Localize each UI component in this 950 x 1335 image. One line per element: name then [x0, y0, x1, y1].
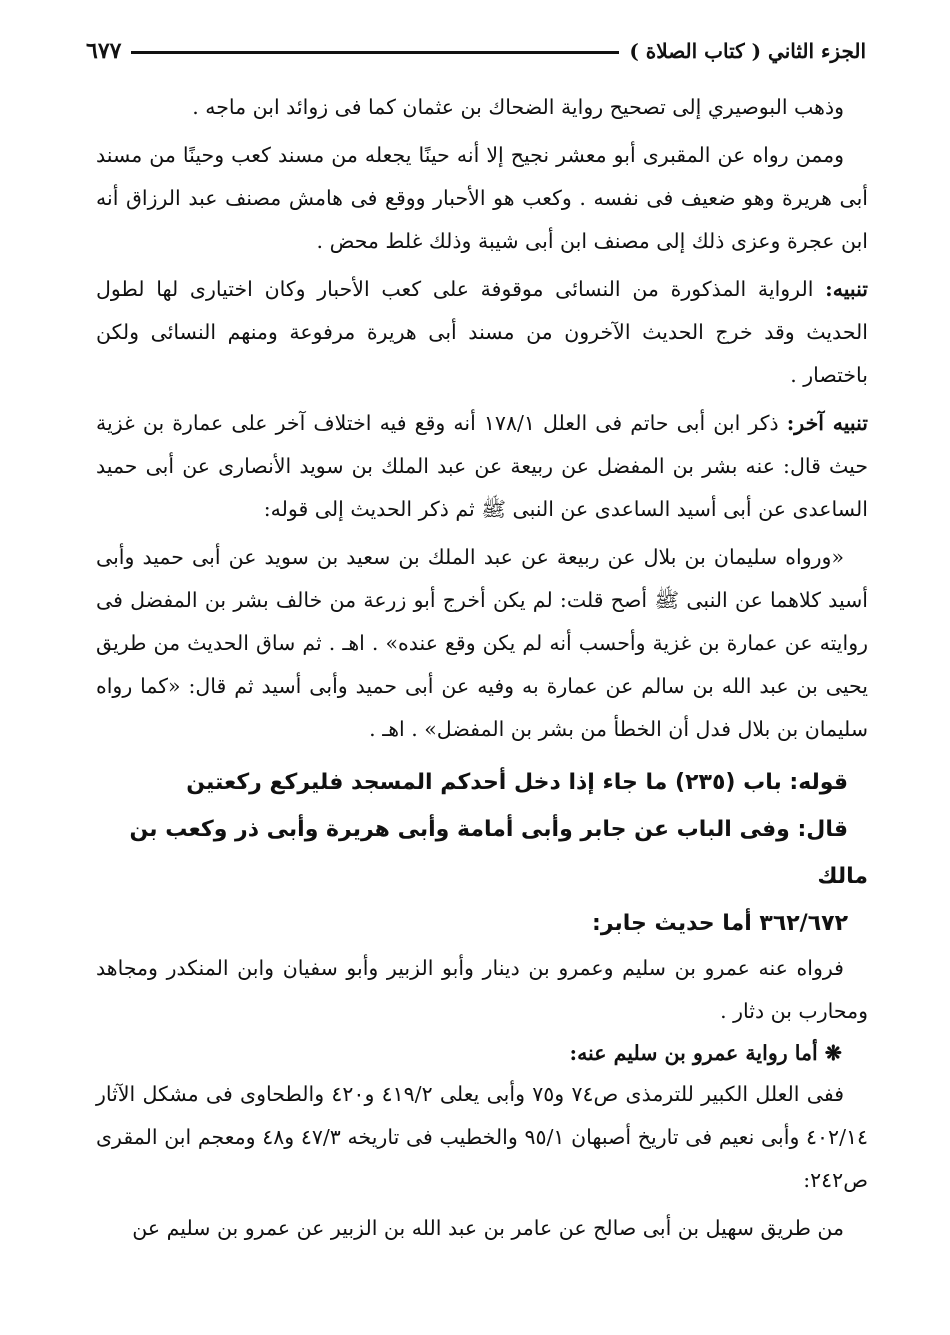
note-text: الرواية المذكورة من النسائى موقوفة على كعب الأحبار وكان اختيارى لها لطول الحديث وقد خرج الحديث الآخرون من مسند أبى هريرة مرفوعة ومنهم النسائى ولكن باختصار . [96, 277, 868, 387]
note-label: تنبيه: [825, 277, 868, 301]
note-text: ذكر ابن أبى حاتم فى العلل ١٧٨/١ أنه وقع فيه اختلاف آخر على عمارة بن غزية حيث قال: عنه بشر بن المفضل عن ربيعة عن عبد الملك بن سويد الأنصارى عن أبى حميد الساعدى عن أبى أسيد الساعدى عن النبى ﷺ ثم ذكر الحديث إلى قوله: [96, 411, 868, 521]
paragraph: وممن رواه عن المقبرى أبو معشر نجيح إلا أنه حينًا يجعله من مسند كعب وحينًا من مسند أبى هريرة وهو ضعيف فى نفسه . وكعب هو الأحبار ووقع فى هامش مصنف عبد الرزاق أنه ابن عجرة وعزى ذلك إلى مصنف ابن أبى شيبة وذلك غلط محض . [96, 143, 868, 253]
section-heading: قوله: باب (٢٣٥) ما جاء إذا دخل أحدكم المسجد فليركع ركعتين [186, 770, 848, 795]
note-label: تنبيه آخر: [786, 411, 868, 435]
hadith-heading: ٣٦٢/٦٧٢ أما حديث جابر: [592, 911, 848, 936]
section-heading: قال: وفى الباب عن جابر وأبى أمامة وأبى هريرة وأبى ذر وكعب بن مالك [129, 817, 868, 889]
running-head: الجزء الثاني ( كتاب الصلاة ) [629, 39, 866, 63]
paragraph: من طريق سهيل بن أبى صالح عن عامر بن عبد الله بن الزبير عن عمرو بن سليم عن [132, 1216, 844, 1240]
header-rule [131, 51, 619, 54]
page-number: ٦٧٧ [86, 38, 122, 64]
paragraph: وذهب البوصيري إلى تصحيح رواية الضحاك بن عثمان كما فى زوائد ابن ماجه . [192, 95, 844, 119]
paragraph: ففى العلل الكبير للترمذى ص٧٤ و٧٥ وأبى يعلى ٤١٩/٢ و٤٢٠ والطحاوى فى مشكل الآثار ٤٠٢/١٤ وأبى نعيم فى تاريخ أصبهان ٩٥/١ والخطيب فى تاريخه ٤٧/٣ و٤٨ ومعجم ابن المقرى ص٢٤٢: [96, 1082, 868, 1192]
note-paragraph [96, 402, 868, 531]
page-body [96, 86, 868, 1250]
quoted-paragraph: «ورواه سليمان بن بلال عن ربيعة عن عبد الملك بن سعيد بن سويد عن أبى حميد وأبى أسيد كلاهما عن النبى ﷺ أصح قلت: لم يكن أخرج أبو زرعة من خالف بشر بن المفضل فى روايته عن عمارة بن غزية وأحسب أنه لم يكن وقع عنده» . اهـ . ثم ساق الحديث من طريق يحيى بن عبد الله بن سالم عن عمارة به وفيه عن أبى حميد وأبى أسيد ثم قال: «كما رواه سليمان بن بلال فدل أن الخطأ من بشر بن المفضل» . اهـ . [96, 545, 868, 741]
note-paragraph [96, 268, 868, 397]
paragraph: فرواه عنه عمرو بن سليم وعمرو بن دينار وأبو الزبير وأبو سفيان وابن المنكدر ومجاهد ومحارب بن دثار . [96, 956, 868, 1023]
sub-heading: ❋ أما رواية عمرو بن سليم عنه: [569, 1041, 842, 1065]
page-header [86, 34, 866, 68]
